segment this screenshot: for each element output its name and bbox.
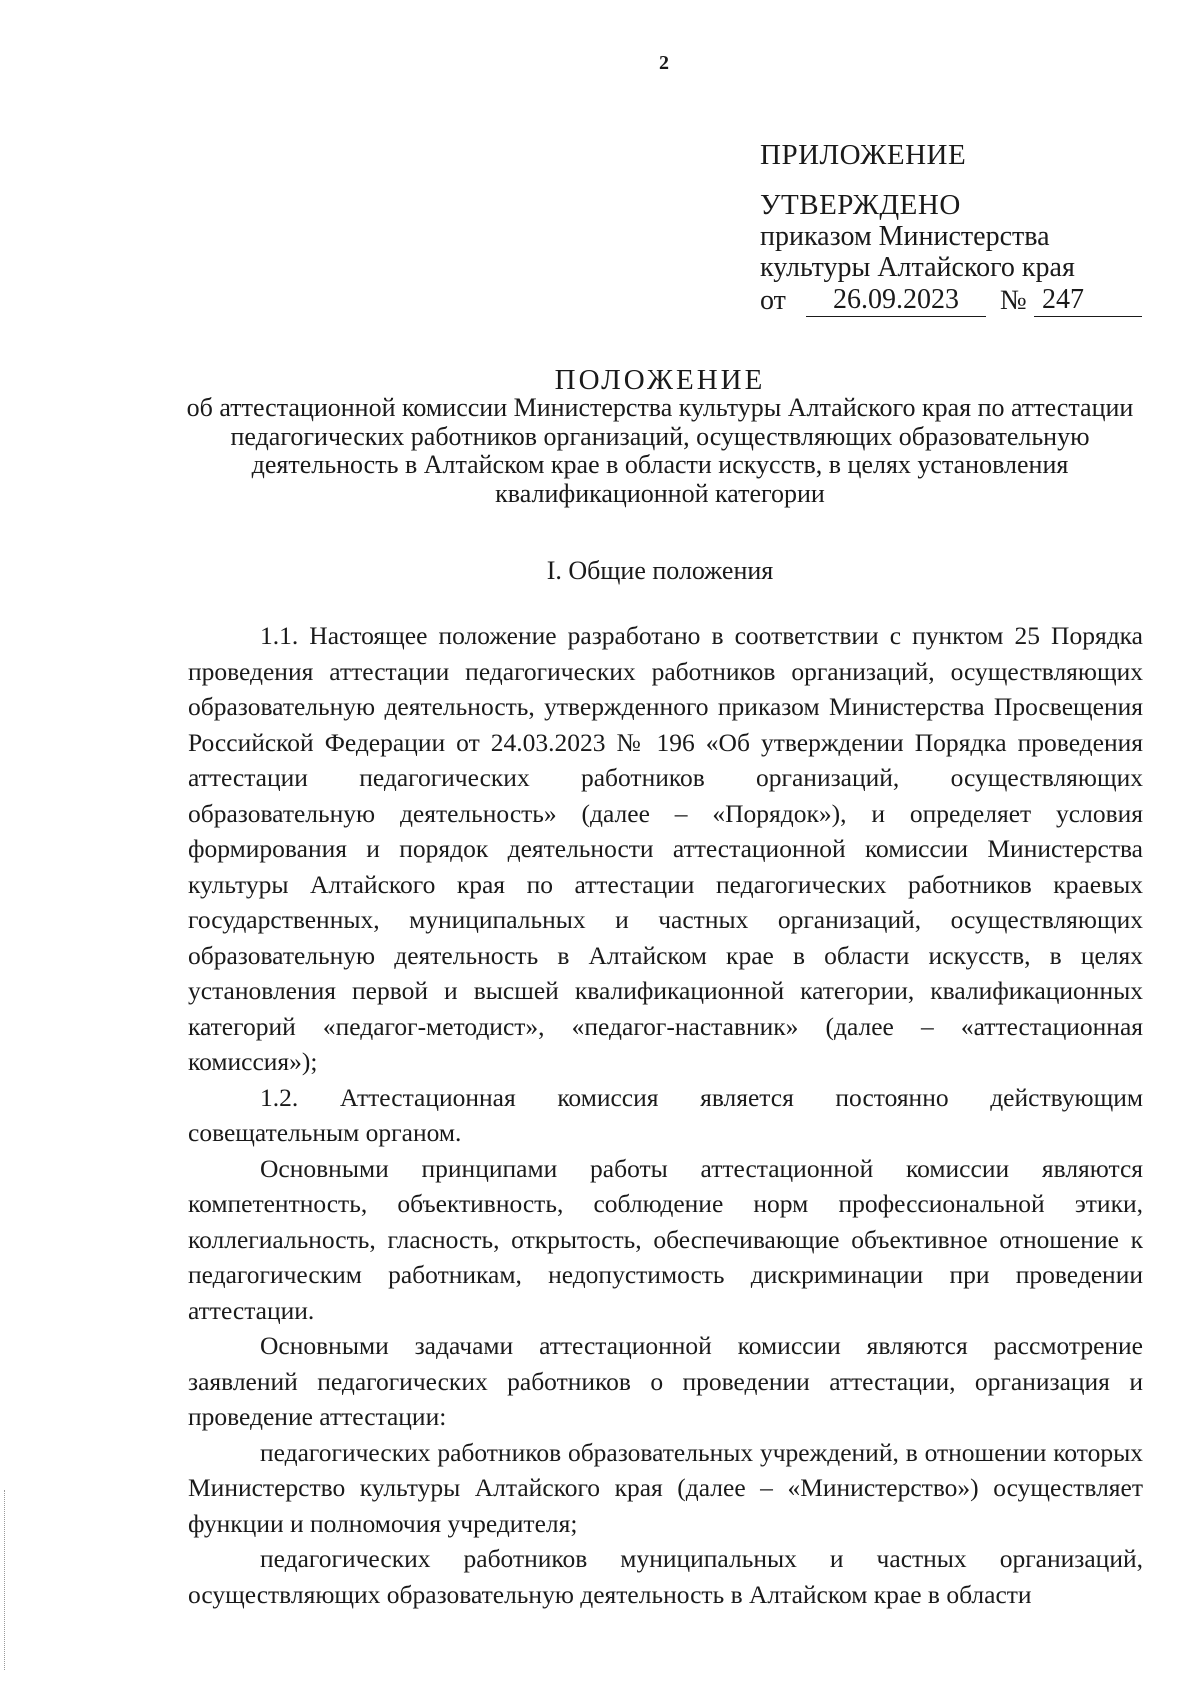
paragraph: педагогических работников образовательных учреждений, в отношении которых Министерство культуры Алтайского края (далее – «Министерство») осуществляет функции и полномочия учредителя;: [188, 1437, 1143, 1538]
order-line-1: приказом Министерства: [760, 220, 1050, 252]
paragraph: 1.2. Аттестационная комиссия является постоянно действующим совещательным органом.: [188, 1082, 1143, 1147]
order-date: 26.09.2023: [806, 285, 986, 317]
paragraph: педагогических работников муниципальных и частных организаций, осуществляющих образовательную деятельность в Алтайском крае в области: [188, 1544, 1143, 1609]
paragraph: Основными задачами аттестационной комиссии являются рассмотрение заявлений педагогических работников о проведении аттестации, организация и проведение аттестации:: [188, 1331, 1143, 1431]
paragraph: Основными принципами работы аттестационной комиссии являются компетентность, объективность, соблюдение норм профессиональной этики, коллегиальность, гласность, открытость, обеспечивающие объективное отношение к педагогическим работникам, недопустимость дискриминации при проведении аттестации.: [188, 1153, 1143, 1325]
document-title: ПОЛОЖЕНИЕ: [554, 364, 766, 396]
order-date-number-line: [760, 285, 1160, 317]
scan-margin-mark: [4, 1490, 7, 1670]
order-line-2: культуры Алтайского края: [760, 251, 1075, 283]
paragraph: 1.1. Настоящее положение разработано в соответствии с пунктом 25 Порядка проведения аттестации педагогических работников организаций, осуществляющих образовательную деятельность, утвержденного приказом Министерства Просвещения Российской Федерации от 24.03.2023 № 196 «Об утверждении Порядка проведения аттестации педагогических работников организаций, осуществляющих образовательную деятельность» (далее – «Порядок»), и определяет условия формирования и порядок деятельности аттестационной комиссии Министерства культуры Алтайского края по аттестации педагогических работников краевых государственных, муниципальных и частных организаций, осуществляющих образовательную деятельность в Алтайском крае в области искусств, в целях установления первой и высшей квалификационной категории, квалификационных категорий «педагог-методист», «педагог-наставник» (далее – «аттестационная комиссия»);: [188, 621, 1143, 1076]
approval-block: [760, 140, 1160, 317]
number-sign: №: [1000, 285, 1027, 317]
document-subtitle: об аттестационной комиссии Министерства культуры Алтайского края по аттестации педагогических работников организаций, осуществляющих образовательную деятельность в Алтайском крае в области искусств, в целях установления квалификационной категории: [186, 393, 1134, 508]
order-number: 247: [1034, 285, 1142, 317]
body-text: [188, 618, 1143, 1612]
page-number: 2: [659, 52, 669, 74]
section-heading: I. Общие положения: [546, 556, 774, 585]
appendix-label: ПРИЛОЖЕНИЕ: [760, 139, 967, 171]
from-label: от: [760, 285, 786, 317]
approved-label: УТВЕРЖДЕНО: [760, 188, 961, 221]
